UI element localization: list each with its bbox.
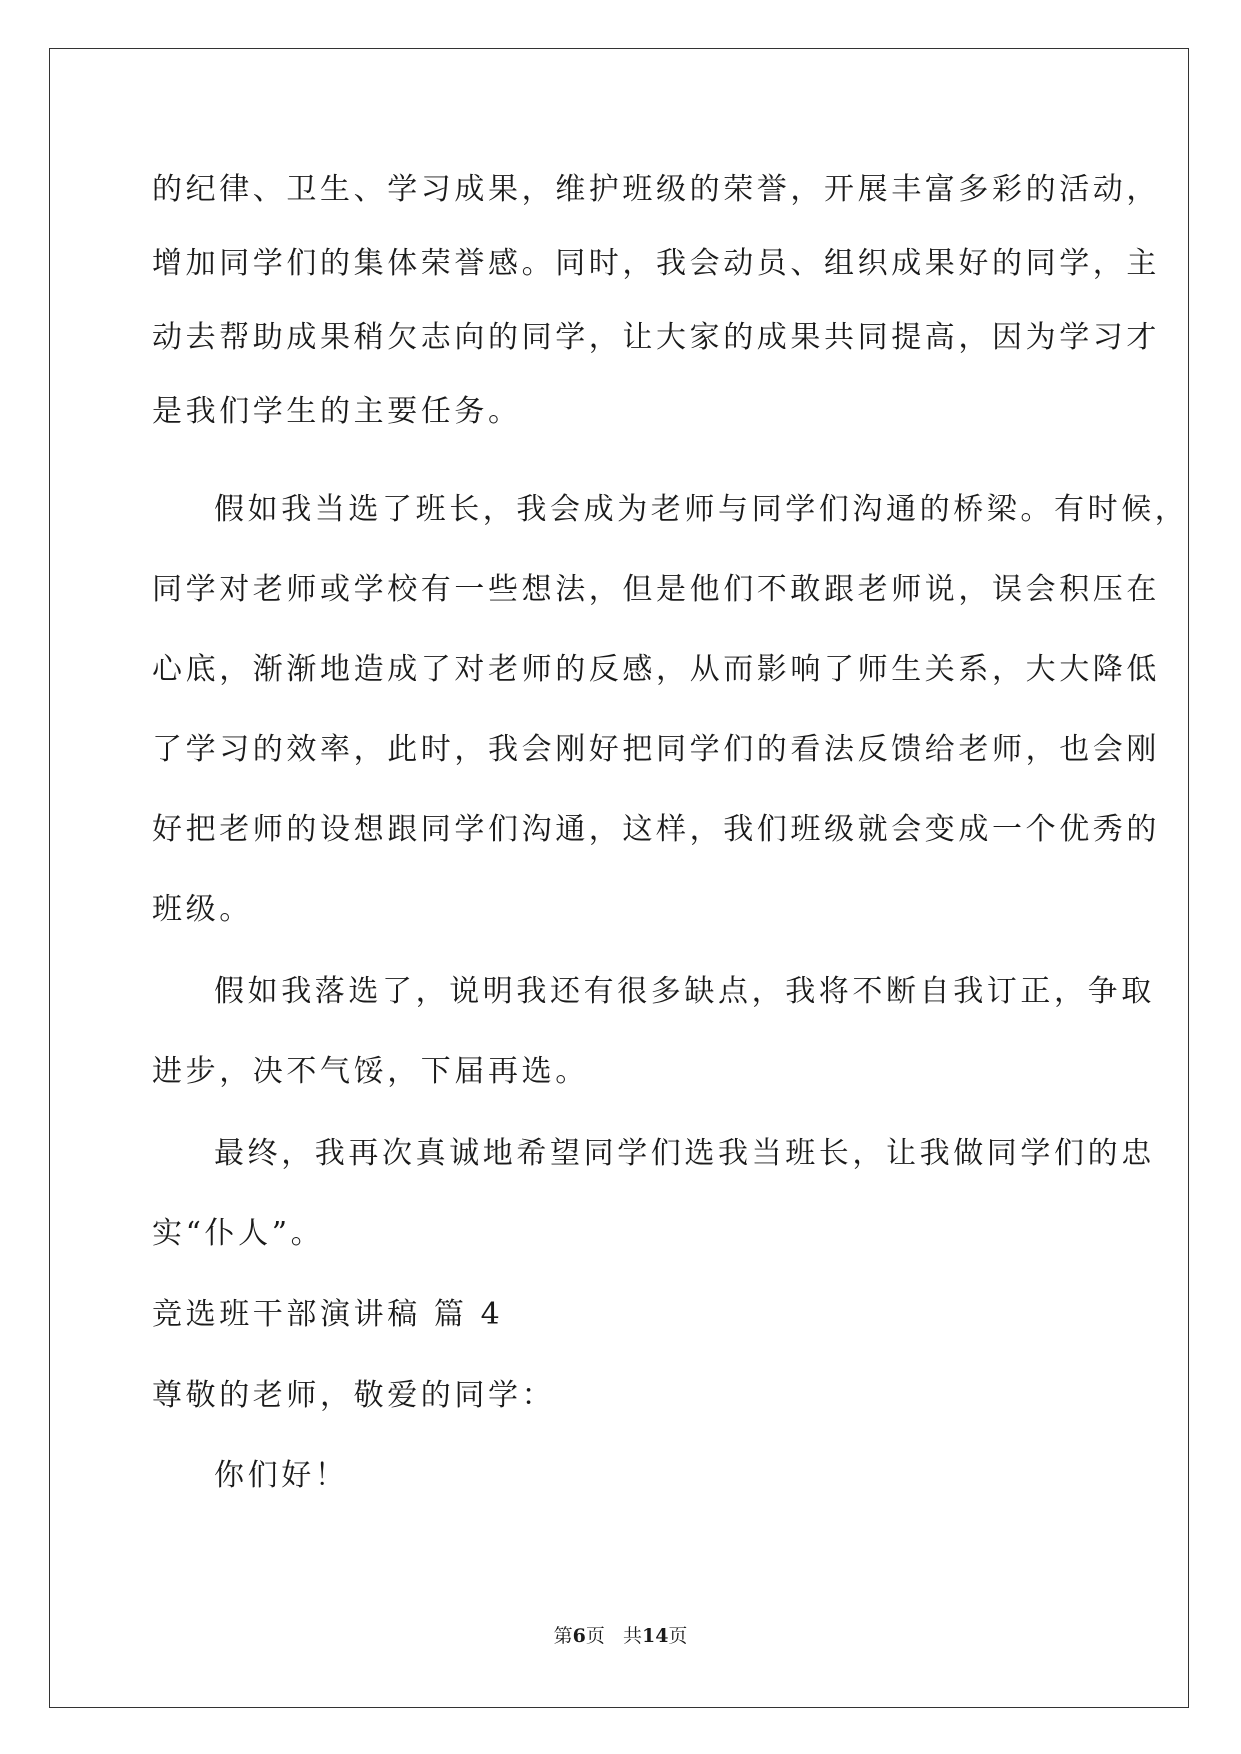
paragraph-1-line-3: 动去帮助成果稍欠志向的同学，让大家的成果共同提高，因为学习才 — [152, 320, 1160, 355]
paragraph-1-line-4: 是我们学生的主要任务。 — [152, 394, 522, 429]
paragraph-3-line-2: 进步，决不气馁，下届再选。 — [152, 1054, 589, 1089]
paragraph-4-line-1: 最终，我再次真诚地希望同学们选我当班长，让我做同学们的忠 — [214, 1136, 1155, 1171]
paragraph-2-line-3: 心底，渐渐地造成了对老师的反感，从而影响了师生关系，大大降低 — [152, 652, 1160, 687]
footer-total-suffix: 页 — [668, 1625, 688, 1647]
footer-page-word: 页 — [585, 1625, 605, 1647]
total-pages-number: 14 — [641, 1625, 669, 1647]
paragraph-1-line-1: 的纪律、卫生、学习成果，维护班级的荣誉，开展丰富多彩的活动， — [152, 172, 1160, 207]
paragraph-2-line-1: 假如我当选了班长，我会成为老师与同学们沟通的桥梁。有时候， — [214, 492, 1189, 527]
paragraph-4-line-2: 实“仆人”。 — [152, 1216, 325, 1251]
paragraph-2-line-2: 同学对老师或学校有一些想法，但是他们不敢跟老师说，误会积压在 — [152, 572, 1160, 607]
page-footer — [0, 1624, 1241, 1648]
footer-prefix: 第 — [553, 1625, 573, 1647]
section-heading: 竞选班干部演讲稿 篇 4 — [152, 1297, 504, 1332]
footer-total-prefix: 共 — [622, 1625, 642, 1647]
paragraph-2-line-5: 好把老师的设想跟同学们沟通，这样，我们班级就会变成一个优秀的 — [152, 812, 1160, 847]
greeting: 你们好！ — [214, 1458, 349, 1493]
paragraph-1-line-2: 增加同学们的集体荣誉感。同时，我会动员、组织成果好的同学，主 — [152, 246, 1160, 281]
current-page-number: 6 — [572, 1625, 586, 1647]
paragraph-3-line-1: 假如我落选了，说明我还有很多缺点，我将不断自我订正，争取 — [214, 974, 1155, 1009]
salutation: 尊敬的老师，敬爱的同学： — [152, 1378, 556, 1413]
paragraph-2-line-6: 班级。 — [152, 892, 253, 927]
paragraph-2-line-4: 了学习的效率，此时，我会刚好把同学们的看法反馈给老师，也会刚 — [152, 732, 1160, 767]
